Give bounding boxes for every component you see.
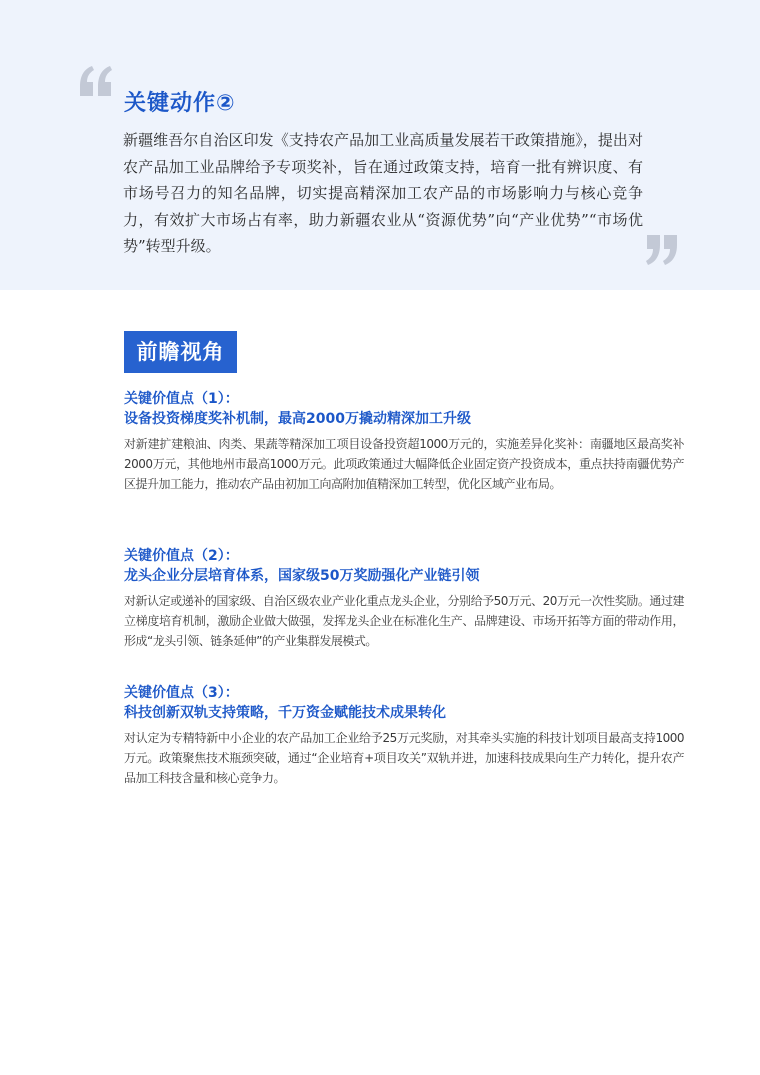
value-point-body: 对新认定或递补的国家级、自治区级农业产业化重点龙头企业，分别给予50万元、20万元一次性奖励。通过建立梯度培育机制，激励企业做大做强，发挥龙头企业在标准化生产、品牌建设、市场开拓等方面的带动作用，形成“龙头引领、链条延伸”的产业集群发展模式。 xyxy=(124,594,684,648)
open-quote-icon xyxy=(78,62,114,102)
value-point-body: 对认定为专精特新中小企业的农产品加工企业给予25万元奖励，对其牵头实施的科技计划项目最高支持1000万元。政策聚焦技术瓶颈突破，通过“企业培育+项目攻关”双轨并进，加速科技成果向生产力转化，提升农产品加工科技含量和核心竞争力。 xyxy=(124,731,684,785)
value-point-label: 关键价值点（3）： xyxy=(124,685,239,701)
value-point-1 xyxy=(124,389,684,494)
close-quote-icon xyxy=(644,229,680,269)
value-point-label: 关键价值点（1）： xyxy=(124,391,239,407)
key-action-title: 关键动作② xyxy=(124,91,236,116)
section-tag-forward-view: 前瞻视角 xyxy=(124,331,237,373)
value-point-title: 龙头企业分层培育体系，国家级50万奖励强化产业链引领 xyxy=(124,568,480,584)
key-action-quote-panel xyxy=(0,0,760,290)
value-point-title: 科技创新双轨支持策略，千万资金赋能技术成果转化 xyxy=(124,705,446,721)
value-point-label: 关键价值点（2）： xyxy=(124,548,239,564)
value-point-3 xyxy=(124,683,684,788)
value-point-title: 设备投资梯度奖补机制，最高2000万撬动精深加工升级 xyxy=(124,411,471,427)
key-action-body: 新疆维吾尔自治区印发《支持农产品加工业高质量发展若干政策措施》，提出对农产品加工业品牌给予专项奖补，旨在通过政策支持，培育一批有辨识度、有市场号召力的知名品牌，切实提高精深加工农产品的市场影响力与核心竞争力，有效扩大市场占有率，助力新疆农业从“资源优势”向“产业优势”“市场优势”转型升级。 xyxy=(123,131,643,255)
value-point-body: 对新建扩建粮油、肉类、果蔬等精深加工项目设备投资超1000万元的，实施差异化奖补：南疆地区最高奖补2000万元，其他地州市最高1000万元。此项政策通过大幅降低企业固定资产投资成本，重点扶持南疆优势产区提升加工能力，推动农产品由初加工向高附加值精深加工转型，优化区域产业布局。 xyxy=(124,437,684,491)
value-point-2 xyxy=(124,546,684,651)
